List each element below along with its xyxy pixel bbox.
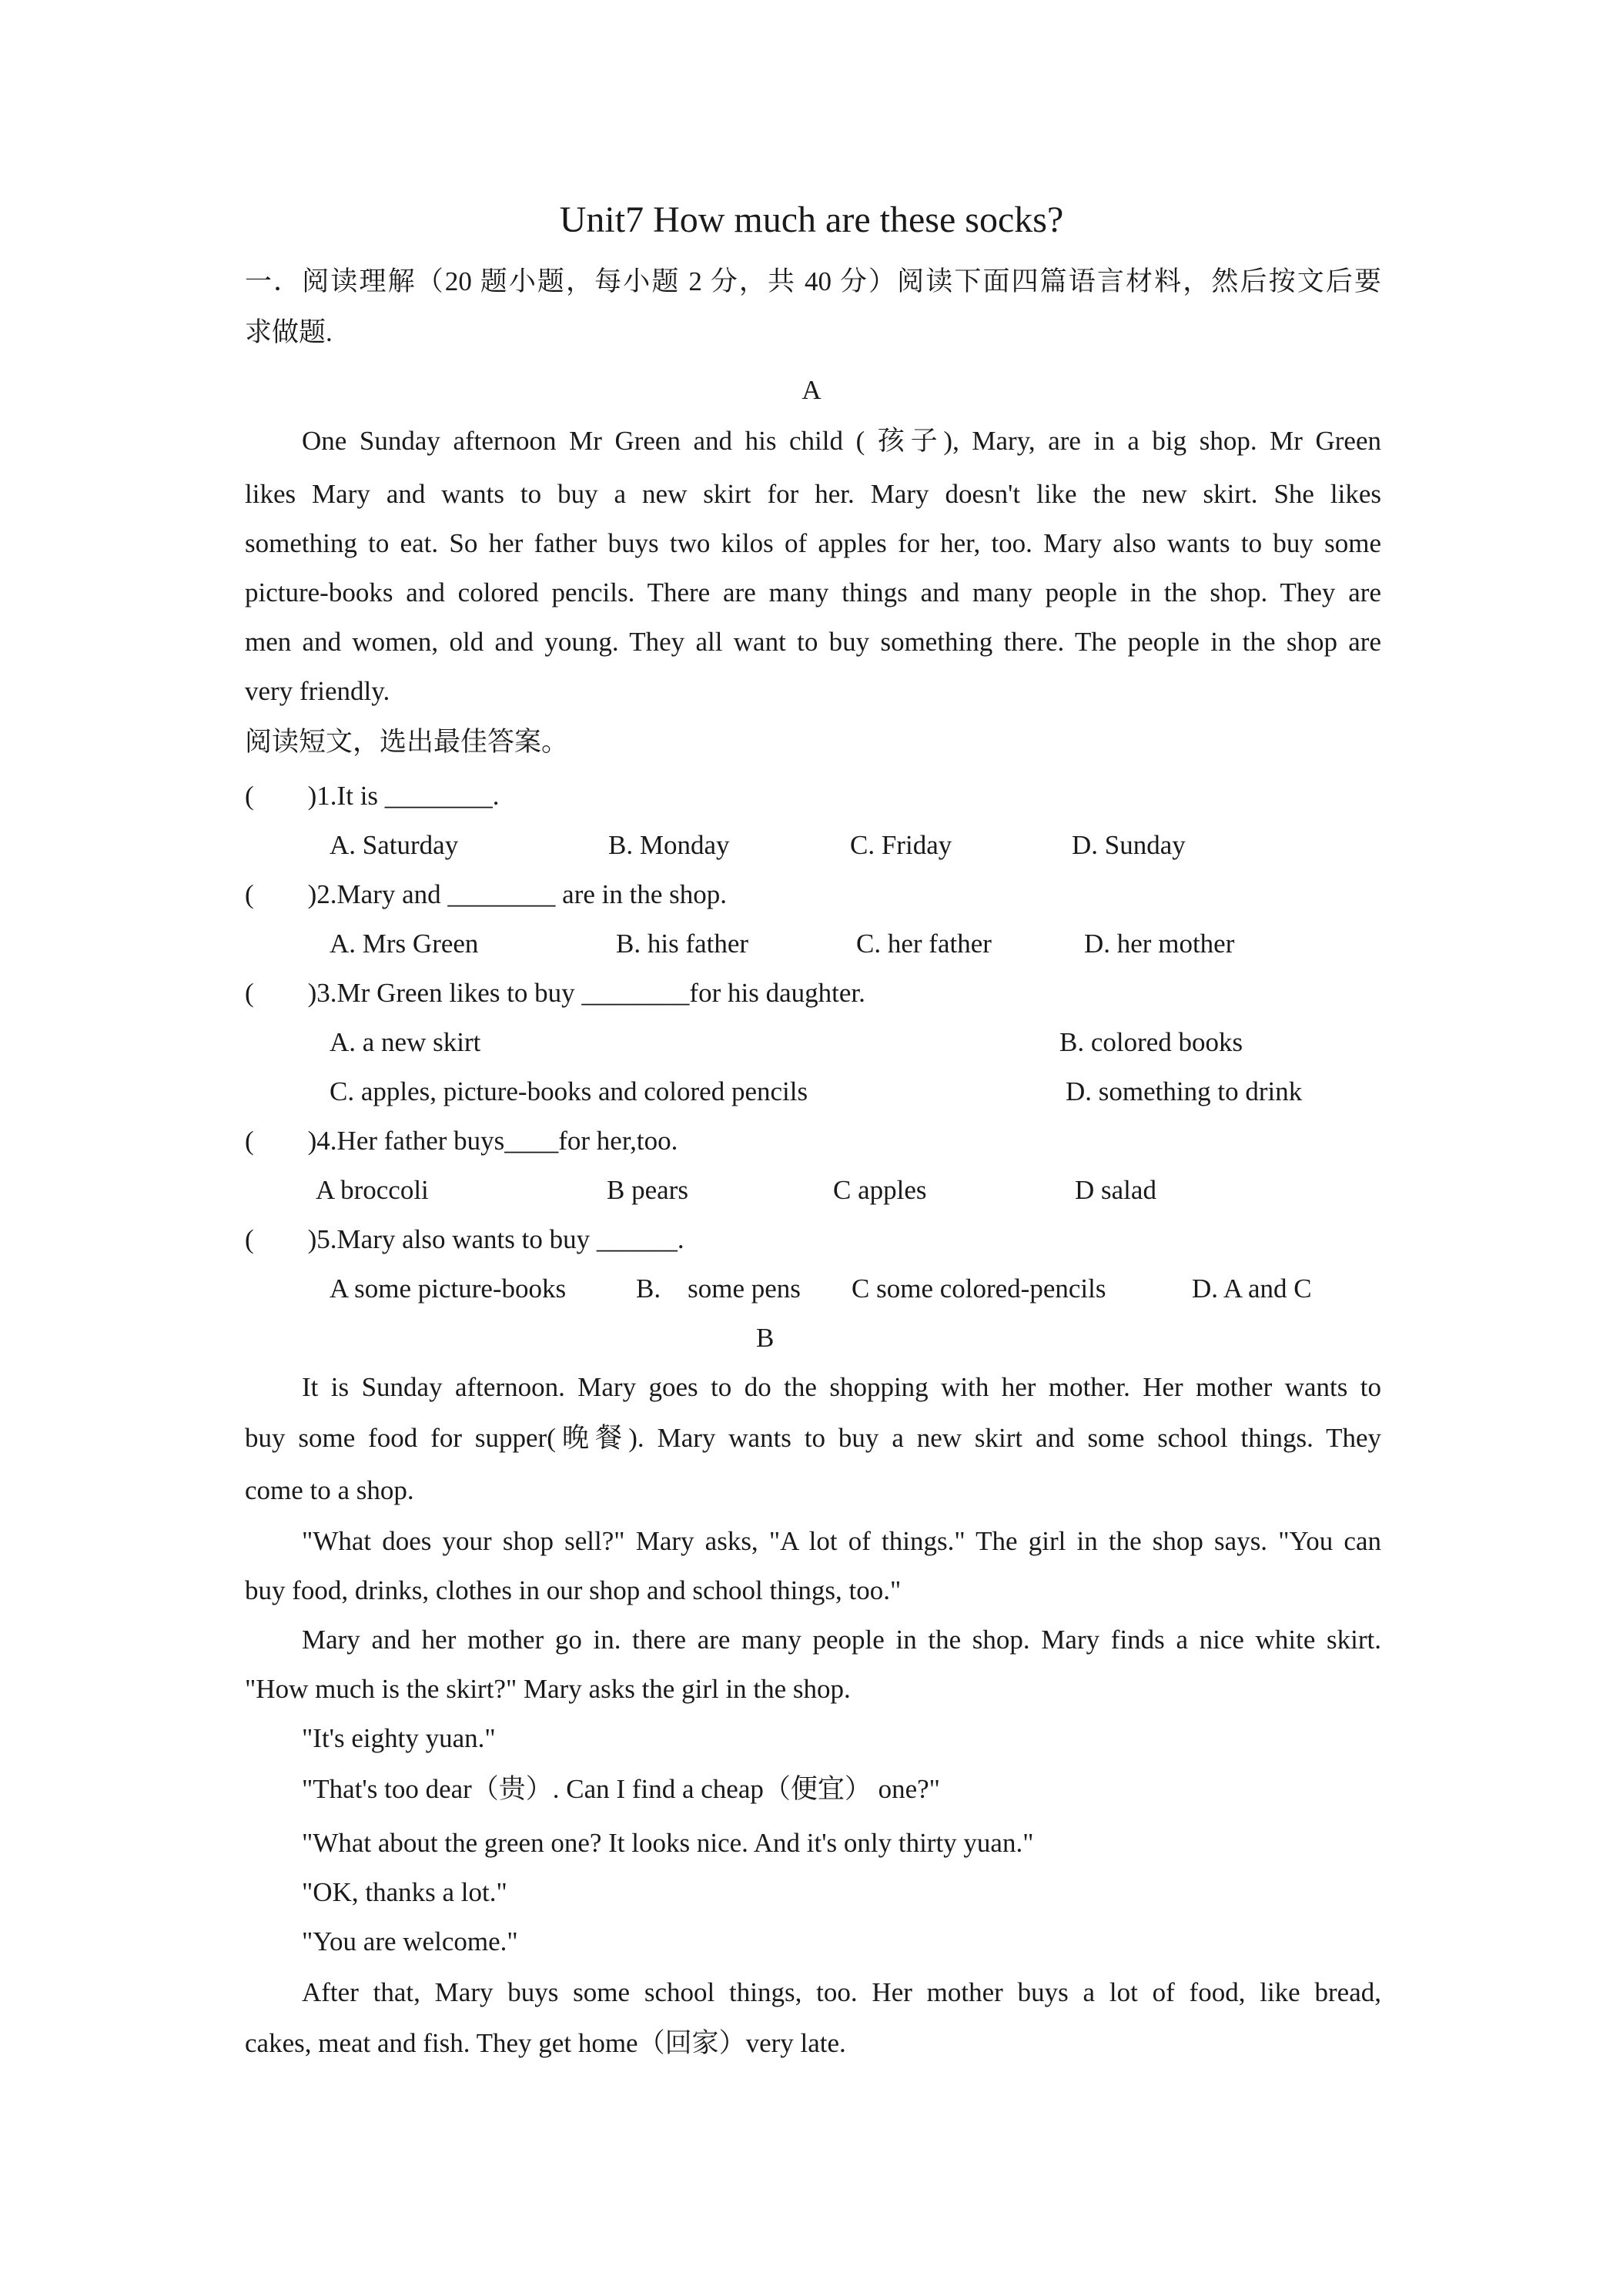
question-3-option-c: C. apples, picture-books and colored pencils xyxy=(330,1076,808,1106)
instructions-line-2: 求做题. xyxy=(245,317,333,347)
question-5-option-d: D. A and C xyxy=(1192,1274,1312,1304)
passage-b-line-14: cakes, meat and fish. They get home（回家）very late. xyxy=(245,2028,846,2058)
question-2-option-b: B. his father xyxy=(616,929,749,959)
question-2-option-d: D. her mother xyxy=(1084,929,1235,959)
question-4-option-b: B pears xyxy=(607,1175,688,1205)
passage-b-line-4: "What does your shop sell?" Mary asks, "A lot of things." The girl in the shop says. "You can xyxy=(302,1526,1381,1556)
question-2-option-c: C. her father xyxy=(856,929,992,959)
question-4-option-a: A broccoli xyxy=(316,1175,429,1205)
passage-a-line-5: men and women, old and young. They all want to buy something there. The people in the shop are xyxy=(245,627,1381,657)
passage-b-line-1: It is Sunday afternoon. Mary goes to do the shopping with her mother. Her mother wants to xyxy=(302,1372,1381,1402)
passage-a-line-1: One Sunday afternoon Mr Green and his child ( 孩子), Mary, are in a big shop. Mr Green xyxy=(302,426,1381,456)
passage-b-line-13: After that, Mary buys some school things, too. Her mother buys a lot of food, like bread, xyxy=(302,1977,1381,2007)
question-1-option-b: B. Monday xyxy=(608,830,730,860)
question-4-option-c: C apples xyxy=(833,1175,927,1205)
question-4-option-d: D salad xyxy=(1075,1175,1156,1205)
passage-b-line-7: "How much is the skirt?" Mary asks the girl in the shop. xyxy=(245,1674,851,1704)
question-2-stem: ( )2.Mary and ________ are in the shop. xyxy=(245,879,727,909)
passage-b-line-10: "What about the green one? It looks nice. And it's only thirty yuan." xyxy=(302,1828,1034,1858)
question-2-option-a: A. Mrs Green xyxy=(330,929,479,959)
question-1-option-a: A. Saturday xyxy=(330,830,459,860)
passage-a-line-3: something to eat. So her father buys two kilos of apples for her, too. Mary also wants to buy some xyxy=(245,528,1381,558)
question-5-option-c: C some colored-pencils xyxy=(852,1274,1106,1304)
question-3-stem: ( )3.Mr Green likes to buy ________for his daughter. xyxy=(245,978,865,1008)
passage-a-label: A xyxy=(801,375,822,405)
question-3-option-a: A. a new skirt xyxy=(330,1027,481,1057)
instructions-line-1: 一．阅读理解（20 题小题，每小题 2 分，共 40 分）阅读下面四篇语言材料，然后按文后要 xyxy=(245,266,1381,296)
passage-b-line-8: "It's eighty yuan." xyxy=(302,1723,496,1753)
question-1-stem: ( )1.It is ________. xyxy=(245,781,500,811)
passage-b-line-5: buy food, drinks, clothes in our shop and school things, too." xyxy=(245,1575,902,1605)
passage-a-line-4: picture-books and colored pencils. There are many things and many people in the shop. They are xyxy=(245,577,1381,607)
question-5-stem: ( )5.Mary also wants to buy ______. xyxy=(245,1224,684,1254)
passage-a-direction: 阅读短文，选出最佳答案。 xyxy=(245,727,569,757)
passage-b-line-11: "OK, thanks a lot." xyxy=(302,1877,507,1907)
question-4-stem: ( )4.Her father buys____for her,too. xyxy=(245,1126,678,1156)
passage-b-line-12: "You are welcome." xyxy=(302,1926,518,1956)
passage-b-line-9: "That's too dear（贵）. Can I find a cheap（便宜） one?" xyxy=(302,1774,940,1804)
page-title: Unit7 How much are these socks? xyxy=(559,199,1064,240)
passage-b-label: B xyxy=(756,1323,775,1353)
question-5-option-a: A some picture-books xyxy=(330,1274,567,1304)
question-1-option-d: D. Sunday xyxy=(1072,830,1186,860)
passage-a-line-6: very friendly. xyxy=(245,676,390,706)
passage-b-line-3: come to a shop. xyxy=(245,1475,414,1505)
passage-b-line-2: buy some food for supper(晚餐). Mary wants to buy a new skirt and some school things. They xyxy=(245,1423,1381,1453)
question-5-option-b: B. some pens xyxy=(636,1274,801,1304)
question-1-option-c: C. Friday xyxy=(850,830,952,860)
passage-b-line-6: Mary and her mother go in. there are many people in the shop. Mary finds a nice white skirt. xyxy=(302,1625,1381,1655)
question-3-option-b: B. colored books xyxy=(1059,1027,1243,1057)
passage-a-line-2: likes Mary and wants to buy a new skirt for her. Mary doesn't like the new skirt. She likes xyxy=(245,479,1381,509)
question-3-option-d: D. something to drink xyxy=(1066,1076,1303,1106)
